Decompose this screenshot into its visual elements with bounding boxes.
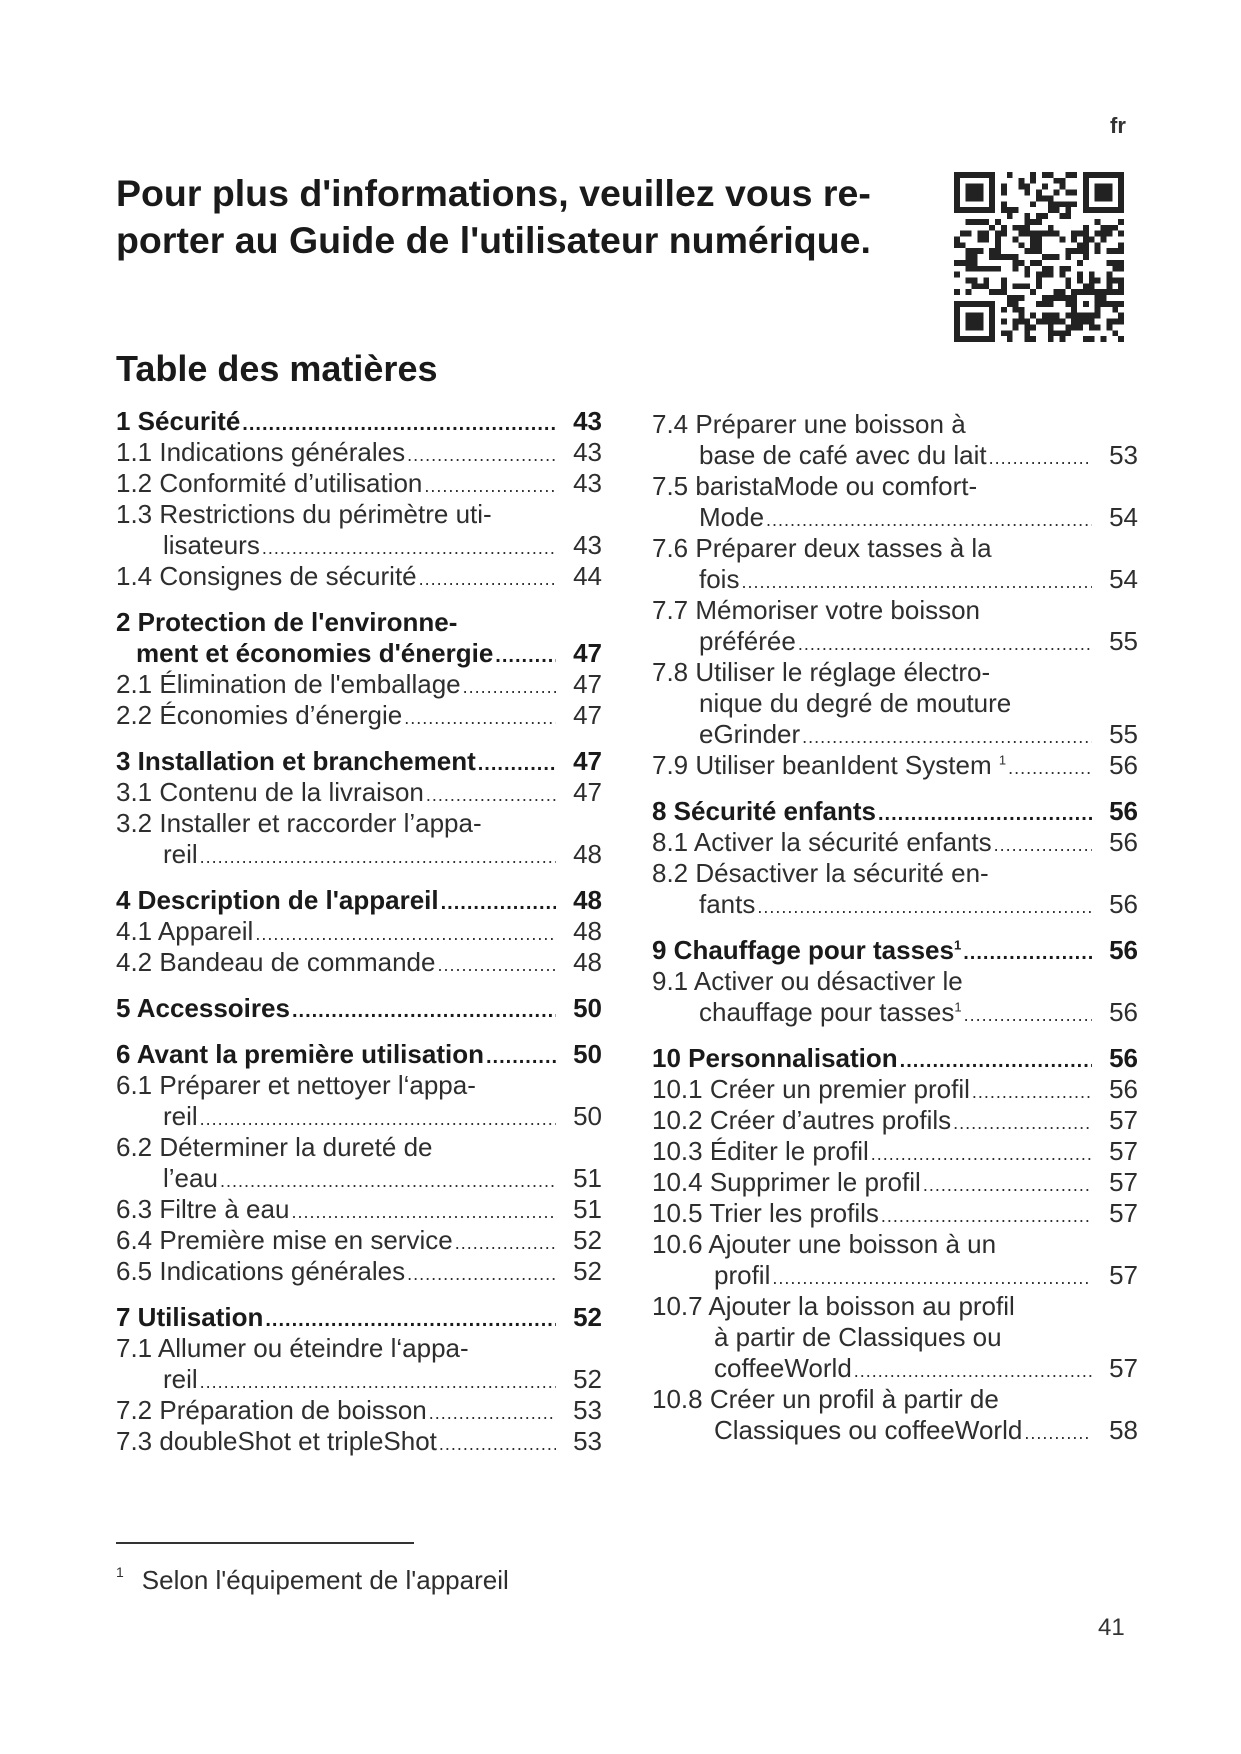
toc-entry[interactable]: 10.1 Créer un premier profil ..... 56 bbox=[652, 1074, 1138, 1105]
toc-entry[interactable]: 10.2 Créer d’autres profils ..... 57 bbox=[652, 1105, 1138, 1136]
toc-entry[interactable]: 4.2 Bandeau de commande ..... 48 bbox=[116, 947, 602, 978]
toc-entry[interactable]: 10.4 Supprimer le profil ..... 57 bbox=[652, 1167, 1138, 1198]
toc-entry[interactable]: 3.2 Installer et raccorder l’appa- reil ..... 48 bbox=[116, 808, 602, 870]
toc-entry[interactable]: 6.2 Déterminer la dureté de l’eau ..... 51 bbox=[116, 1132, 602, 1194]
toc-section[interactable]: 7 Utilisation ..... 52 bbox=[116, 1302, 602, 1333]
headline bbox=[116, 170, 906, 264]
toc-entry[interactable]: 7.5 baristaMode ou comfort- Mode ..... 54 bbox=[652, 471, 1138, 533]
toc-entry[interactable]: 3.1 Contenu de la livraison ..... 47 bbox=[116, 777, 602, 808]
footnote-rule bbox=[116, 1542, 414, 1544]
toc-section[interactable]: 1 Sécurité ..... 43 bbox=[116, 406, 602, 437]
toc-entry[interactable]: 1.2 Conformité d’utilisation ..... 43 bbox=[116, 468, 602, 499]
toc-section[interactable]: 6 Avant la première utilisation ..... 50 bbox=[116, 1039, 602, 1070]
toc-entry[interactable]: 7.4 Préparer une boisson à base de café avec du lait ..... 53 bbox=[652, 409, 1138, 471]
toc-entry[interactable]: 9.1 Activer ou désactiver le chauffage pour tasses$^1$ ..... 56 bbox=[652, 966, 1138, 1028]
headline-line-2: porter au Guide de l'utilisateur numérique. bbox=[116, 219, 871, 261]
language-code: fr bbox=[1110, 113, 1126, 138]
toc-entry[interactable]: 7.3 doubleShot et tripleShot ..... 53 bbox=[116, 1426, 602, 1457]
toc-entry[interactable]: 2.1 Élimination de l'emballage ..... 47 bbox=[116, 669, 602, 700]
toc-section[interactable]: 2 Protection de l'environne- ment et économies d'énergie ..... 47 bbox=[116, 607, 602, 669]
page-number: 41 bbox=[1098, 1614, 1125, 1641]
toc-column-left bbox=[116, 406, 602, 1457]
toc-entry[interactable]: 7.2 Préparation de boisson ..... 53 bbox=[116, 1395, 602, 1426]
toc-entry[interactable]: 10.5 Trier les profils ..... 57 bbox=[652, 1198, 1138, 1229]
toc-entry[interactable]: 7.7 Mémoriser votre boisson préférée ..... 55 bbox=[652, 595, 1138, 657]
toc-section[interactable]: 9 Chauffage pour tasses$^1$ ..... 56 bbox=[652, 935, 1138, 966]
headline-line-1: Pour plus d'informations, veuillez vous re- bbox=[116, 172, 871, 214]
footnote bbox=[116, 1565, 509, 1596]
footnote-mark: 1 bbox=[116, 1564, 124, 1580]
toc-entry[interactable]: 7.6 Préparer deux tasses à la fois ..... 54 bbox=[652, 533, 1138, 595]
toc-entry[interactable]: 6.5 Indications générales ..... 52 bbox=[116, 1256, 602, 1287]
toc-column-right bbox=[652, 409, 1138, 1446]
toc-section[interactable]: 8 Sécurité enfants ..... 56 bbox=[652, 796, 1138, 827]
toc-section[interactable]: 3 Installation et branchement ..... 47 bbox=[116, 746, 602, 777]
toc-entry[interactable]: 7.9 Utiliser beanIdent System $^1$ ..... 56 bbox=[652, 750, 1138, 781]
toc-entry[interactable]: 1.4 Consignes de sécurité ..... 44 bbox=[116, 561, 602, 592]
toc-entry[interactable]: 10.7 Ajouter la boisson au profil à partir de Classiques ou coffeeWorld ..... 57 bbox=[652, 1291, 1138, 1384]
toc-entry[interactable]: 1.1 Indications générales ..... 43 bbox=[116, 437, 602, 468]
toc-section[interactable]: 5 Accessoires ..... 50 bbox=[116, 993, 602, 1024]
toc-entry[interactable]: 10.6 Ajouter une boisson à un profil ..... 57 bbox=[652, 1229, 1138, 1291]
toc-entry[interactable]: 6.3 Filtre à eau ..... 51 bbox=[116, 1194, 602, 1225]
toc-entry[interactable]: 10.8 Créer un profil à partir de Classiques ou coffeeWorld ..... 58 bbox=[652, 1384, 1138, 1446]
toc-entry[interactable]: 2.2 Économies d’énergie ..... 47 bbox=[116, 700, 602, 731]
footnote-text: Selon l'équipement de l'appareil bbox=[141, 1565, 509, 1595]
toc-entry[interactable]: 7.8 Utiliser le réglage électro- nique du degré de mouture eGrinder ..... 55 bbox=[652, 657, 1138, 750]
qr-code-icon bbox=[954, 172, 1124, 342]
toc-entry[interactable]: 6.1 Préparer et nettoyer l‘appa- reil ..... 50 bbox=[116, 1070, 602, 1132]
toc-section[interactable]: 4 Description de l'appareil ..... 48 bbox=[116, 885, 602, 916]
toc-entry[interactable]: 1.3 Restrictions du périmètre uti- lisateurs ..... 43 bbox=[116, 499, 602, 561]
toc-entry[interactable]: 8.1 Activer la sécurité enfants ..... 56 bbox=[652, 827, 1138, 858]
toc-entry[interactable]: 10.3 Éditer le profil ..... 57 bbox=[652, 1136, 1138, 1167]
toc-section[interactable]: 10 Personnalisation ..... 56 bbox=[652, 1043, 1138, 1074]
toc-title: Table des matières bbox=[116, 348, 438, 389]
toc-entry[interactable]: 7.1 Allumer ou éteindre l‘appa- reil ..... 52 bbox=[116, 1333, 602, 1395]
toc-entry[interactable]: 4.1 Appareil ..... 48 bbox=[116, 916, 602, 947]
toc-entry[interactable]: 6.4 Première mise en service ..... 52 bbox=[116, 1225, 602, 1256]
toc-entry[interactable]: 8.2 Désactiver la sécurité en- fants ..... 56 bbox=[652, 858, 1138, 920]
